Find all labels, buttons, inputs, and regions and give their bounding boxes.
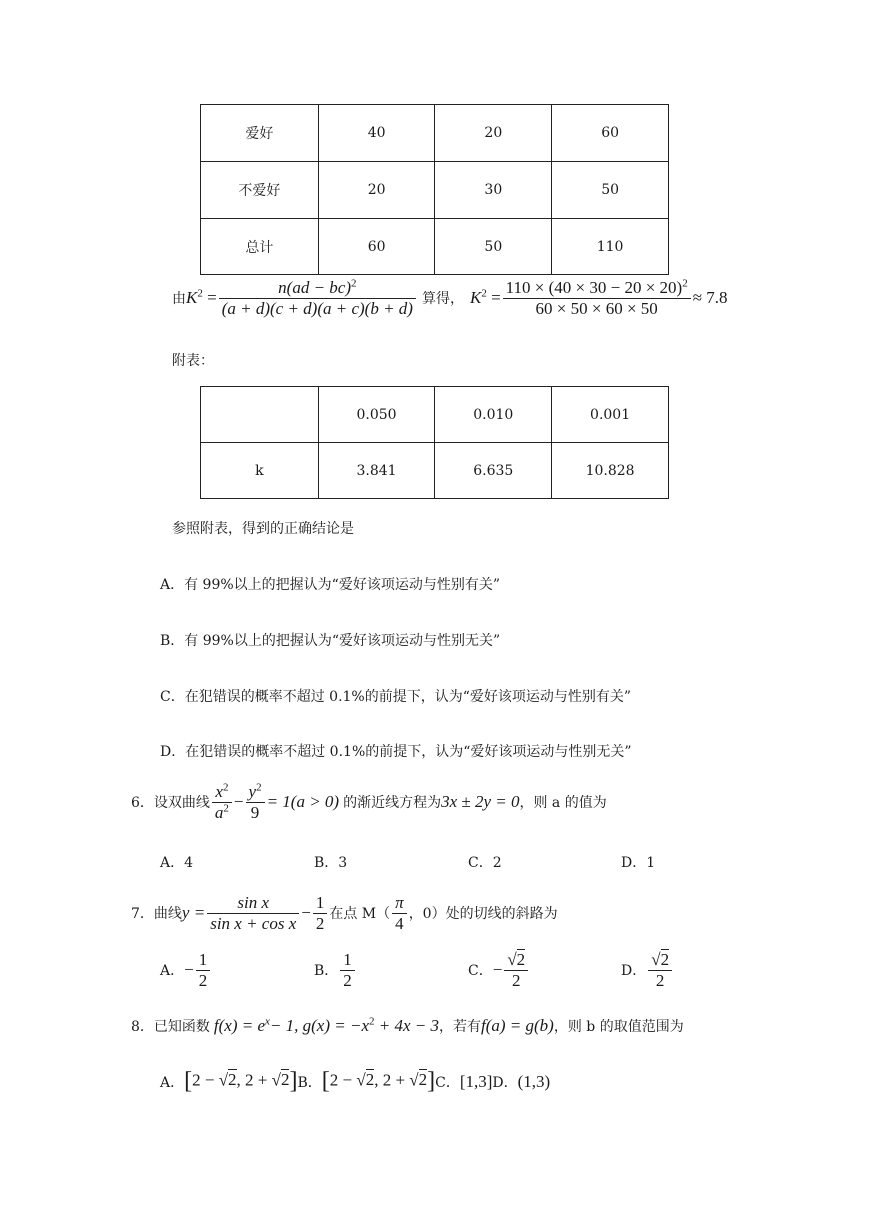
critical-value-table bbox=[200, 386, 669, 499]
option-label: B． bbox=[297, 1074, 322, 1091]
q5-prompt: 参照附表，得到的正确结论是 bbox=[172, 521, 354, 537]
table-cell: 110 bbox=[552, 219, 669, 275]
table-cell: 30 bbox=[435, 162, 552, 219]
table-cell: 50 bbox=[552, 162, 669, 219]
q8-condition: f(a) = g(b) bbox=[481, 1016, 554, 1035]
q7-option-d: D． $\frac{√2}{2}$ bbox=[621, 950, 674, 990]
table-cell: k bbox=[201, 443, 319, 499]
sin-numerator: sin x bbox=[207, 893, 299, 914]
table-cell: 60 bbox=[318, 219, 435, 275]
q5-option-c: C．在犯错误的概率不超过 0.1%的前提下，认为“爱好该项运动与性别有关” bbox=[160, 689, 632, 705]
table-cell: 20 bbox=[318, 162, 435, 219]
k2-calc-fraction: $\frac{110 \times (40 \times 30 - 20 \times 20)^2}{60 \times 50 \times 60 \times 50}$ bbox=[503, 278, 691, 318]
table-cell: 0.050 bbox=[318, 387, 435, 443]
interval-open: (1,3) bbox=[517, 1071, 551, 1091]
option-label: A． bbox=[160, 963, 185, 980]
formula-mid: 算得， bbox=[421, 291, 464, 308]
point-prefix: 在点 M（ bbox=[329, 906, 391, 923]
q6-tail: ，则 a 的值为 bbox=[519, 795, 607, 812]
q5-option-b: B．有 99%以上的把握认为“爱好该项运动与性别无关” bbox=[160, 633, 501, 649]
table-cell: 10.828 bbox=[552, 443, 669, 499]
q6-option-a: A．4 bbox=[160, 855, 194, 871]
q8-options: A． [2 − √2, 2 + √2] B． [2 − √2, 2 + √2] C． [1,3] D． (1,3) bbox=[160, 1068, 551, 1094]
hyperbola-condition: = 1(a > 0) bbox=[266, 792, 340, 812]
q6-question: 6．设双曲线 $\frac{x^2}{a^2}$ − $\frac{y^2}{9}$ = 1(a > 0) 的渐近线方程为 3x ± 2y = 0 ，则 a 的值为 bbox=[131, 781, 607, 822]
f-def: f(x) = e bbox=[213, 1016, 266, 1035]
q6-option-c: C．2 bbox=[468, 855, 502, 871]
option-label: C． bbox=[468, 963, 493, 980]
calc-denominator: 60 × 50 × 60 × 50 bbox=[535, 298, 658, 318]
option-label: C． bbox=[435, 1074, 460, 1091]
half-numerator: 1 bbox=[313, 893, 328, 914]
option-label: A． bbox=[160, 1074, 185, 1091]
g-def: − 1, g(x) = −x bbox=[269, 1016, 369, 1035]
q7-option-b: B． $\frac{1}{2}$ bbox=[314, 950, 357, 990]
table-cell: 不爱好 bbox=[201, 162, 319, 219]
four: 4 bbox=[395, 913, 404, 933]
option-label: B． bbox=[314, 963, 339, 980]
option-label: D． bbox=[621, 963, 647, 980]
q8-cond-prefix: ，若有 bbox=[439, 1019, 481, 1035]
x2-over-a2: $\frac{x^2}{a^2}$ bbox=[212, 782, 232, 822]
q6-option-b: B．3 bbox=[314, 855, 348, 871]
table-cell: 60 bbox=[552, 105, 669, 162]
appendix-label: 附表： bbox=[172, 353, 214, 369]
table-cell: 20 bbox=[435, 105, 552, 162]
point-suffix: ，0）处的切线的斜路为 bbox=[408, 906, 558, 923]
q5-option-a: A．有 99%以上的把握认为“爱好该项运动与性别有关” bbox=[160, 577, 500, 593]
table-cell: 0.001 bbox=[552, 387, 669, 443]
pi-symbol: π bbox=[392, 893, 407, 914]
table-cell: 3.841 bbox=[318, 443, 435, 499]
table-cell: 总计 bbox=[201, 219, 319, 275]
q6-mid: 的渐近线方程为 bbox=[343, 795, 442, 812]
q7-option-c: C． − $\frac{√2}{2}$ bbox=[468, 950, 530, 990]
q6-option-d: D．1 bbox=[621, 855, 656, 871]
q7-question: 7．曲线 y = $\frac{\text{sin x}}{\text{sin x + cos x}}$ − $\frac{1}{2}$ 在点 M（ $\frac{\pi}{4}$ ，0）处的切线的斜路为 bbox=[131, 893, 558, 933]
one-half bbox=[313, 893, 328, 933]
asymptote-equation: 3x ± 2y = 0 bbox=[441, 792, 520, 812]
k-symbol: K bbox=[186, 288, 198, 308]
table-cell: 0.010 bbox=[435, 387, 552, 443]
formula-prefix: 由 bbox=[172, 291, 186, 308]
q8-tail: ，则 b 的取值范围为 bbox=[553, 1019, 684, 1035]
table-cell: 6.635 bbox=[435, 443, 552, 499]
q6-number: 6．设双曲线 bbox=[131, 795, 210, 812]
calc-result: ≈ 7.8 bbox=[692, 288, 728, 308]
q5-option-d: D．在犯错误的概率不超过 0.1%的前提下，认为“爱好该项运动与性别无关” bbox=[160, 744, 632, 760]
half-denominator: 2 bbox=[315, 913, 325, 933]
pi-over-four bbox=[392, 893, 407, 933]
table-cell bbox=[201, 387, 319, 443]
q8-question: 8．已知函数 $f(x) = e^x- 1$, $g(x) = -x^2 + 4x - 3$ ，若有 f(a) = g(b) ，则 b 的取值范围为 bbox=[131, 1015, 684, 1035]
k2-fraction: $\frac{n(ad - bc)^2}{(a + d)(c + d)(a + c)(b + d)}$ bbox=[219, 278, 416, 318]
y-equals: y = bbox=[181, 903, 206, 923]
q7-option-a: A． − $\frac{1}{2}$ bbox=[160, 950, 212, 990]
calc-numerator: 110 × (40 × 30 − 20 × 20) bbox=[505, 278, 683, 297]
option-label: D． bbox=[492, 1074, 518, 1091]
interval-closed: [1,3] bbox=[459, 1071, 493, 1091]
q8-number: 8．已知函数 bbox=[131, 1019, 210, 1035]
sin-denominator: sin x + cos x bbox=[210, 913, 297, 933]
k2-numerator: n(ad − bc) bbox=[278, 278, 351, 297]
table-cell: 50 bbox=[435, 219, 552, 275]
k-symbol: K bbox=[469, 288, 482, 308]
g-def-tail: + 4x − 3 bbox=[378, 1016, 439, 1035]
table-cell: 爱好 bbox=[201, 105, 319, 162]
y2-over-9: $\frac{y^2}{9}$ bbox=[246, 782, 265, 822]
q7-number: 7．曲线 bbox=[131, 906, 182, 923]
contingency-table bbox=[200, 104, 669, 275]
k-squared-formula: 由 $K^2$ = $\frac{n(ad - bc)^2}{(a + d)(c + d)(a + c)(b + d)}$ 算得， $K^2$ = $\frac{110 \times (40 \times 30 - 20 \times 20)^2}{60 \times 50 \times 60 \times 50}$ ≈ 7.8 bbox=[172, 277, 728, 318]
k2-denominator: (a + d)(c + d)(a + c)(b + d) bbox=[221, 298, 413, 318]
table-cell: 40 bbox=[318, 105, 435, 162]
sin-fraction bbox=[207, 893, 299, 933]
